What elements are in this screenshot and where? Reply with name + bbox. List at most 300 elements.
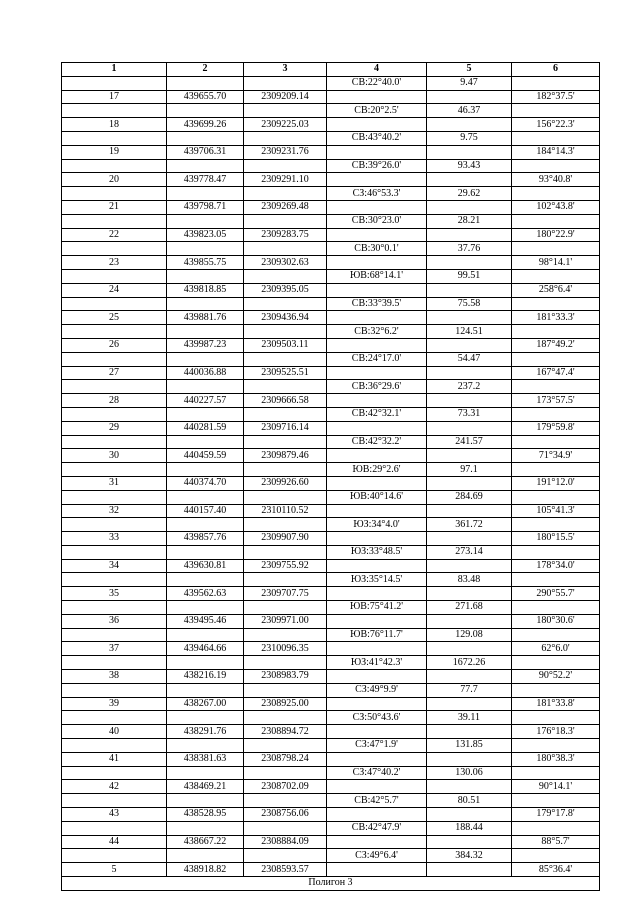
table-cell: 440281.59 [167,421,244,435]
table-row [62,449,600,463]
table-cell: 2309209.14 [244,90,327,104]
table-row [62,228,600,242]
table-cell [512,159,600,173]
table-cell [62,821,167,835]
table-cell [327,311,427,325]
table-cell: СВ:20°2.5' [327,104,427,118]
table-cell: 83.48 [427,573,512,587]
table-body [62,76,600,876]
table-cell [167,159,244,173]
table-cell [167,297,244,311]
table-cell [327,476,427,490]
table-cell [244,849,327,863]
table-cell [62,573,167,587]
table-cell: СВ:33°39.5' [327,297,427,311]
table-row [62,104,600,118]
table-cell [327,532,427,546]
table-cell: 93.43 [427,159,512,173]
table-row [62,173,600,187]
table-cell [62,76,167,90]
table-cell: 439464.66 [167,642,244,656]
table-cell [62,683,167,697]
table-cell: 77.7 [427,683,512,697]
table-cell: СВ:36°29.6' [327,380,427,394]
table-cell [244,214,327,228]
header-cell: 2 [167,63,244,77]
table-cell [427,614,512,628]
table-cell [327,808,427,822]
table-cell: 25 [62,311,167,325]
table-cell: ЮВ:29°2.6' [327,463,427,477]
table-cell [62,656,167,670]
header-cell: 6 [512,63,600,77]
table-header-row [62,63,600,77]
table-cell: СВ:30°23.0' [327,214,427,228]
table-cell: 271.68 [427,601,512,615]
table-cell: СВ:42°5.7' [327,794,427,808]
table-cell: 39.11 [427,711,512,725]
table-cell [244,573,327,587]
table-cell: 439987.23 [167,338,244,352]
table-cell [427,559,512,573]
table-cell: СЗ:50°43.6' [327,711,427,725]
table-cell [62,380,167,394]
table-cell: 90°52.2' [512,670,600,684]
table-cell [512,76,600,90]
table-cell: 2309525.51 [244,366,327,380]
table-cell [167,242,244,256]
footer-row [62,877,600,891]
table-cell: ЮВ:76°11.7' [327,628,427,642]
table-cell [427,283,512,297]
table-cell [244,739,327,753]
table-cell: 2308798.24 [244,752,327,766]
table-cell [244,821,327,835]
table-cell: 188.44 [427,821,512,835]
table-cell: 88°5.7' [512,835,600,849]
table-cell: 44 [62,835,167,849]
table-cell: СВ:32°6.2' [327,325,427,339]
table-cell: 173°57.5' [512,394,600,408]
table-row [62,145,600,159]
table-cell [244,269,327,283]
table-row [62,725,600,739]
header-cell: 3 [244,63,327,77]
table-cell [512,849,600,863]
table-cell [512,380,600,394]
table-cell [512,711,600,725]
table-cell: 9.75 [427,131,512,145]
table-cell [167,656,244,670]
table-row [62,366,600,380]
table-cell [62,739,167,753]
table-cell: 130.06 [427,766,512,780]
table-cell: 439823.05 [167,228,244,242]
table-cell [244,159,327,173]
table-row [62,670,600,684]
table-cell [327,256,427,270]
table-cell: 29.62 [427,187,512,201]
table-cell: 178°34.0' [512,559,600,573]
table-cell: 2308983.79 [244,670,327,684]
table-row [62,118,600,132]
table-row [62,504,600,518]
table-row [62,256,600,270]
table-cell: 241.57 [427,435,512,449]
table-row [62,476,600,490]
table-cell [167,711,244,725]
table-cell: 29 [62,421,167,435]
table-row [62,242,600,256]
table-cell: 43 [62,808,167,822]
table-cell: 90°14.1' [512,780,600,794]
table-cell [244,518,327,532]
table-cell [244,463,327,477]
table-cell [327,863,427,877]
table-row [62,808,600,822]
table-cell [244,683,327,697]
table-row [62,711,600,725]
table-cell [512,656,600,670]
table-row [62,214,600,228]
table-cell: 2309666.58 [244,394,327,408]
header-cell: 4 [327,63,427,77]
table-cell: 2309283.75 [244,228,327,242]
table-cell [244,656,327,670]
table-cell: 35 [62,587,167,601]
table-cell: 181°33.3' [512,311,600,325]
table-cell [427,835,512,849]
table-cell [167,131,244,145]
table-cell: 438291.76 [167,725,244,739]
table-cell [427,173,512,187]
table-cell: 85°36.4' [512,863,600,877]
table-cell: 54.47 [427,352,512,366]
table-cell: 439655.70 [167,90,244,104]
table-cell [62,463,167,477]
table-row [62,628,600,642]
table-cell [167,518,244,532]
table-cell [427,449,512,463]
table-cell: 2309503.11 [244,338,327,352]
table-cell [427,725,512,739]
table-row [62,752,600,766]
table-cell [512,325,600,339]
table-cell: 156°22.3' [512,118,600,132]
table-cell [327,752,427,766]
table-cell: 36 [62,614,167,628]
table-cell [244,601,327,615]
table-cell: 131.85 [427,739,512,753]
table-cell: 440227.57 [167,394,244,408]
table-cell: СВ:22°40.0' [327,76,427,90]
table-cell [327,283,427,297]
table-cell: 23 [62,256,167,270]
table-cell [244,435,327,449]
table-cell [62,242,167,256]
table-cell: ЮВ:68°14.1' [327,269,427,283]
table-cell: 439881.76 [167,311,244,325]
table-row [62,835,600,849]
table-cell: 22 [62,228,167,242]
table-row [62,821,600,835]
table-cell [62,159,167,173]
table-cell [512,794,600,808]
table-cell: 97.1 [427,463,512,477]
table-cell: 40 [62,725,167,739]
table-cell: 2309755.92 [244,559,327,573]
table-cell: 440157.40 [167,504,244,518]
table-cell: 179°17.8' [512,808,600,822]
table-cell [327,642,427,656]
table-cell [244,104,327,118]
table-cell: 2309926.60 [244,476,327,490]
table-cell [427,808,512,822]
table-cell [62,601,167,615]
table-cell: СВ:42°32.2' [327,435,427,449]
table-cell [512,435,600,449]
table-row [62,849,600,863]
table-cell [244,545,327,559]
table-cell: СЗ:49°6.4' [327,849,427,863]
table-cell: 438918.82 [167,863,244,877]
table-cell: 438216.19 [167,670,244,684]
table-cell [512,352,600,366]
table-cell: 80.51 [427,794,512,808]
table-cell: 440459.59 [167,449,244,463]
table-cell: СЗ:47°40.2' [327,766,427,780]
table-cell: 384.32 [427,849,512,863]
table-row [62,380,600,394]
table-cell [512,463,600,477]
table-cell [244,628,327,642]
table-cell: 2309291.10 [244,173,327,187]
table-cell: 439798.71 [167,200,244,214]
table-row [62,614,600,628]
table-cell [427,697,512,711]
table-cell [62,766,167,780]
table-cell: ЮЗ:35°14.5' [327,573,427,587]
coordinates-table [61,62,600,891]
table-cell: СЗ:49°9.9' [327,683,427,697]
table-row [62,656,600,670]
table-cell [244,380,327,394]
table-cell: 28 [62,394,167,408]
table-cell: СВ:42°32.1' [327,407,427,421]
table-cell [427,228,512,242]
table-row [62,394,600,408]
table-cell: СЗ:46°53.3' [327,187,427,201]
table-cell: 31 [62,476,167,490]
table-cell [512,187,600,201]
table-cell: 2309971.00 [244,614,327,628]
table-cell: 439855.75 [167,256,244,270]
table-cell [327,725,427,739]
header-cell: 1 [62,63,167,77]
table-cell [62,104,167,118]
table-row [62,421,600,435]
table-cell [427,752,512,766]
table-cell [512,821,600,835]
table-cell [244,352,327,366]
table-cell [167,545,244,559]
table-cell [62,490,167,504]
table-cell [512,739,600,753]
table-row [62,766,600,780]
table-cell [327,394,427,408]
table-row [62,338,600,352]
table-cell: 438267.00 [167,697,244,711]
table-cell: 32 [62,504,167,518]
table-cell: СВ:43°40.2' [327,131,427,145]
table-row [62,131,600,145]
table-cell [427,366,512,380]
table-cell: 439630.81 [167,559,244,573]
table-row [62,463,600,477]
table-cell: ЮВ:40°14.6' [327,490,427,504]
table-cell: 2309225.03 [244,118,327,132]
table-cell: 2308925.00 [244,697,327,711]
table-row [62,297,600,311]
table-row [62,739,600,753]
table-cell [327,697,427,711]
table-cell: 2309231.76 [244,145,327,159]
table-cell [512,766,600,780]
table-cell: 99.51 [427,269,512,283]
table-cell: 2308756.06 [244,808,327,822]
table-cell: 24 [62,283,167,297]
table-cell [244,794,327,808]
table-cell [167,380,244,394]
table-cell [62,435,167,449]
table-cell: 75.58 [427,297,512,311]
table-cell: 439857.76 [167,532,244,546]
table-cell: 187°49.2' [512,338,600,352]
table-cell [327,670,427,684]
table-cell [427,476,512,490]
table-cell [167,435,244,449]
table-row [62,435,600,449]
table-cell: 37 [62,642,167,656]
table-cell: 2310096.35 [244,642,327,656]
table-cell: 93°40.8' [512,173,600,187]
table-cell: 439699.26 [167,118,244,132]
table-cell: 361.72 [427,518,512,532]
table-cell: 2308894.72 [244,725,327,739]
table-cell [62,545,167,559]
table-cell: 439706.31 [167,145,244,159]
table-cell [62,187,167,201]
table-cell: 39 [62,697,167,711]
table-cell [62,131,167,145]
table-cell [327,90,427,104]
table-cell: 273.14 [427,545,512,559]
table-cell: 2309302.63 [244,256,327,270]
table-cell [167,352,244,366]
table-row [62,269,600,283]
table-cell: 438528.95 [167,808,244,822]
table-cell [427,421,512,435]
table-cell [327,780,427,794]
table-cell: СВ:39°26.0' [327,159,427,173]
table-cell [512,683,600,697]
table-cell: 30 [62,449,167,463]
table-cell [167,104,244,118]
table-cell [512,490,600,504]
table-row [62,532,600,546]
table-row [62,187,600,201]
table-cell: СЗ:47°1.9' [327,739,427,753]
table-cell: 2308702.09 [244,780,327,794]
polygon-caption: Полигон 3 [62,877,600,891]
table-row [62,200,600,214]
table-row [62,311,600,325]
table-cell [62,518,167,532]
table-cell: 62°6.0' [512,642,600,656]
table-cell [62,297,167,311]
table-cell [427,670,512,684]
table-cell [244,711,327,725]
table-cell: 439562.63 [167,587,244,601]
table-cell: 439778.47 [167,173,244,187]
table-cell: ЮЗ:41°42.3' [327,656,427,670]
table-cell [327,366,427,380]
table-cell: 2310110.52 [244,504,327,518]
table-cell [512,297,600,311]
table-cell [167,821,244,835]
table-row [62,683,600,697]
table-cell [62,325,167,339]
table-cell: 41 [62,752,167,766]
table-cell: 2309269.48 [244,200,327,214]
table-cell [167,407,244,421]
table-cell [167,601,244,615]
table-cell [327,228,427,242]
table-cell: 129.08 [427,628,512,642]
table-cell: 2309395.05 [244,283,327,297]
table-cell: 180°22.9' [512,228,600,242]
table-cell: 2309879.46 [244,449,327,463]
table-row [62,407,600,421]
table-cell: 167°47.4' [512,366,600,380]
table-cell: 438667.22 [167,835,244,849]
table-cell [427,587,512,601]
table-cell [167,269,244,283]
table-cell [62,407,167,421]
table-cell [427,145,512,159]
table-cell [167,573,244,587]
table-cell: 438469.21 [167,780,244,794]
table-cell [512,104,600,118]
table-cell: 20 [62,173,167,187]
table-cell: 105°41.3' [512,504,600,518]
table-cell: 182°37.5' [512,90,600,104]
table-cell: 290°55.7' [512,587,600,601]
table-row [62,642,600,656]
table-cell: 19 [62,145,167,159]
table-cell [512,573,600,587]
table-cell [167,683,244,697]
table-row [62,283,600,297]
table-cell [512,269,600,283]
table-cell [327,200,427,214]
table-cell: 5 [62,863,167,877]
table-cell: 181°33.8' [512,697,600,711]
table-cell [62,214,167,228]
table-cell [512,131,600,145]
table-row [62,697,600,711]
table-cell: 439495.46 [167,614,244,628]
